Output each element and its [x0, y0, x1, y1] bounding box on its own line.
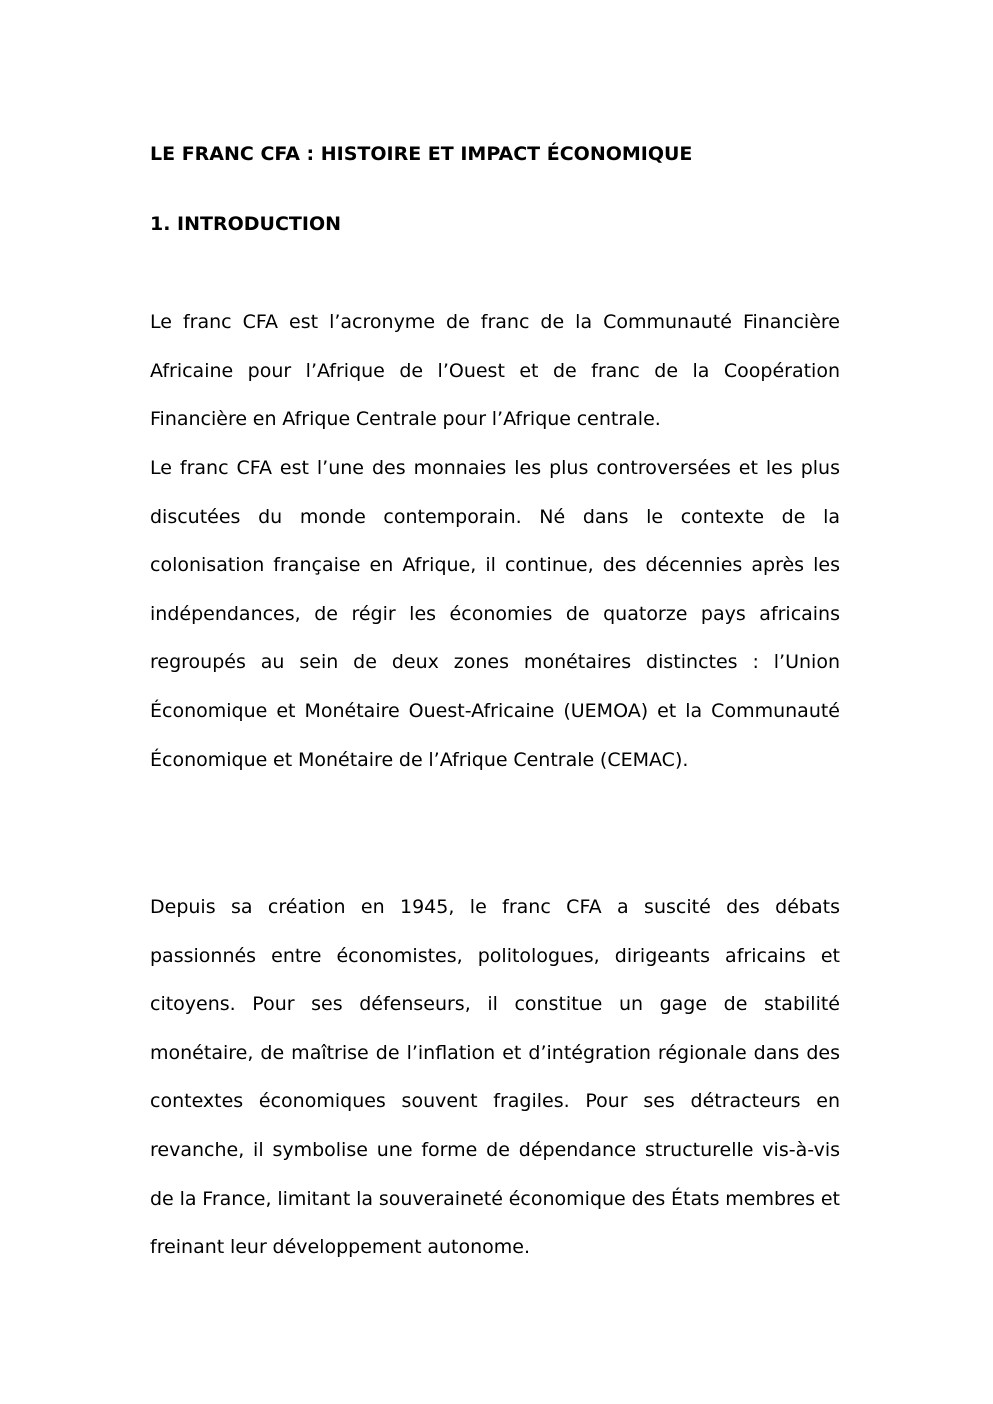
- document-title: LE FRANC CFA : HISTOIRE ET IMPACT ÉCONOMIQUE: [150, 143, 693, 165]
- paragraph-controversy: Le franc CFA est l’une des monnaies les plus controversées et les plus discutées du monde contemporain. Né dans le contexte de la colonisation française en Afrique, il continue, des décennies après les indépendances, de régir les économies de quatorze pays africains regroupés au sein de deux zones monétaires distinctes : l’Union Économique et Monétaire Ouest-Africaine (UEMOA) et la Communauté Économique et Monétaire de l’Afrique Centrale (CEMAC).: [150, 457, 840, 771]
- paragraph-acronym: Le franc CFA est l’acronyme de franc de la Communauté Financière Africaine pour l’Afrique de l’Ouest et de franc de la Coopération Financière en Afrique Centrale pour l’Afrique centrale.: [150, 311, 840, 431]
- section-heading-introduction: 1. INTRODUCTION: [150, 213, 341, 235]
- paragraph-debates: Depuis sa création en 1945, le franc CFA a suscité des débats passionnés entre économistes, politologues, dirigeants africains et citoyens. Pour ses défenseurs, il constitue un gage de stabilité monétaire, de maîtrise de l’inflation et d’intégration régionale dans des contextes économiques souvent fragiles. Pour ses détracteurs en revanche, il symbolise une forme de dépendance structurelle vis-à-vis de la France, limitant la souveraineté économique des États membres et freinant leur développement autonome.: [150, 896, 840, 1259]
